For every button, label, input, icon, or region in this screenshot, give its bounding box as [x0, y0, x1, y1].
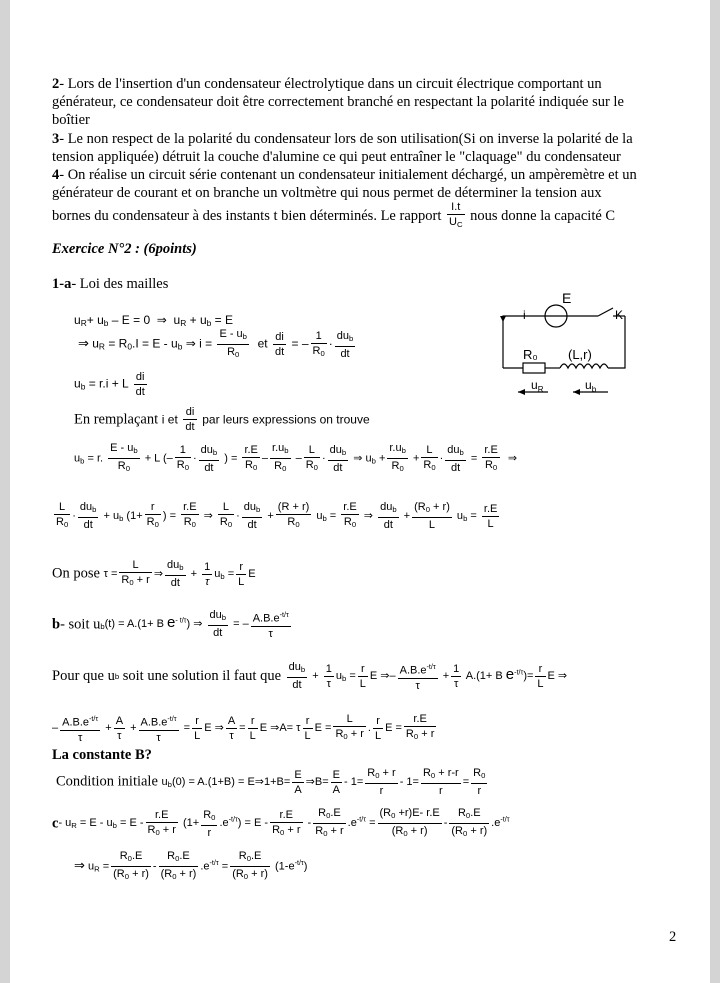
- equation-ub: $u_b = r.i + L$ $\frac{di}{dt}$: [74, 371, 145, 398]
- paragraph-2-line-1: 2- Lors de l'insertion d'un condensateur électrolytique dans un circuit électrique comportant un: [52, 76, 602, 92]
- switch-symbol: [598, 308, 613, 316]
- paragraph-4-line-2: générateur de courant et on branche un voltmètre qui nous permet de déterminer la tension aux: [52, 185, 602, 201]
- paragraph-4-line-3: bornes du condensateur à des instants t bien déterminés. Le rapport $\frac{I.t}{U_C}$ nous donne la capacité C: [52, 200, 615, 232]
- question-1c: c- $u_R = E - u_b = E$ - $\frac{r.E}{R_0 + r}$ (1+ $\frac{R_0}{r}$ $.e^{-t/\tau}) = E$ - $\frac{r.E}{R_0 + r}$ - $\frac{R_0.E}{R_0 + r}$ $.e^{-t/\tau}$ = $\frac{(R_0 +r)E- r.E}{(R_0 + r)}$ - $\frac{R_0.E}{(R_0 + r)}$ $.e^{-t/\tau}$: [52, 807, 510, 839]
- equation-uR-final: ⇒ $u_R$ = $\frac{R_0.E}{(R_0 + r)}$ - $\frac{R_0.E}{(R_0 + r)}$ $.e^{-t/\tau}$ = $\frac{R_0.E}{(R_0 + r)}$ $(1-e^{-t/\tau})$: [74, 850, 308, 881]
- label-i: i: [523, 308, 526, 322]
- resistor-symbol: [523, 363, 545, 373]
- equation-mesh-law: $u_R+ u_b - E = 0$ ⇒ $u_R + u_b = E$: [74, 313, 233, 328]
- label-uR: $u_R$: [531, 378, 544, 394]
- label-E: E: [562, 290, 572, 306]
- initial-condition: Condition initiale $u_b(0) = A.(1+B)$ = E⇒1+B= $\frac{E}{A}$ ⇒B= $\frac{E}{A}$ - 1= $\frac{R_0 + r}{r}$ - 1= $\frac{R_0 + r-r}{r}$ = $\frac{R_0}{r}$: [56, 767, 486, 797]
- question-1b: b- soit $u_b(t) = A.(1+ B$ $e^{- t/\tau}$) ⇒ $du_b$ dt = – $\frac{A.B.e^{-t/\tau}}{\tau}$: [52, 609, 289, 640]
- label-R0: R₀: [523, 347, 538, 362]
- inductor-symbol: [560, 364, 608, 368]
- rl-circuit-diagram: [498, 288, 638, 400]
- document-page: [10, 0, 710, 983]
- exercise-title: Exercice N°2 : (6points): [52, 241, 197, 257]
- equation-current: ⇒ $u_R = R_0.I = E - u_b$ ⇒ i = $\frac{E - u_b}{R_0}$ et $\frac{di}{dt}$ = – $\frac{1}{R_0}$ · $du_b$ dt: [78, 328, 354, 360]
- constant-b-heading: La constante B?: [52, 747, 152, 763]
- substitution-text: En remplaçant i et $\frac{di}{dt}$ par leurs expressions on trouve: [74, 406, 370, 433]
- ratio-fraction: $\frac{I.t}{U_C}$: [449, 201, 463, 229]
- paragraph-3-line-1: 3- Le non respect de la polarité du condensateur lors de son utilisation(Si on inverse la polarité de la: [52, 131, 633, 147]
- paragraph-2-line-3: boîtier: [52, 112, 90, 128]
- equation-substituted: $u_b = r$. $\frac{E - u_b}{R_0}$ + L (– $\frac{1}{R_0}$ · $du_b$ dt ) = $\frac{r.E}{R_0}$ – $\frac{r.u_b}{R_0}$ – $\frac{L}{R_0}$ · $du_b$ dt ⇒ $u_b$ + $\frac{r.u_b}{R_0}$ + $\frac{L}{R_0}$ · $du_b$ dt = $\frac{r.E}{R_0}$ ⇒: [74, 442, 518, 474]
- question-1a: 1-a- Loi des mailles: [52, 276, 169, 292]
- equation-differential: $\frac{L}{R_0}$ · $du_b$ dt + $u_b$ (1+ $\frac{r}{R_0}$ ) = $\frac{r.E}{R_0}$ ⇒ $\frac{L}{R_0}$ · $du_b$ dt + $\frac{(R + r)}{R_0}$ $u_b$ = $\frac{r.E}{R_0}$ ⇒ $du_b$ dt + $\frac{(R_0 + r)}{L}$ $u_b$ = $\frac{r.E}{L}$: [56, 501, 498, 531]
- paragraph-3-line-2: tension appliquée) détruit la couche d'alumine ce qui peut entraîner le "claquage" du condensateur: [52, 149, 621, 165]
- solution-condition: Pour que $u_b$ soit une solution il faut que $du_b$ dt + $\frac{1}{\tau}$ $u_b$ = $\frac{r}{L}$ E ⇒– $\frac{A.B.e^{-t/\tau}}{\tau}$ + $\frac{1}{\tau}$ A.(1+ B $e^{-t/\tau})=$ $\frac{r}{L}$ E ⇒: [52, 661, 568, 692]
- equation-A: – $\frac{A.B.e^{-t/\tau}}{\tau}$ + $\frac{A}{\tau}$ + $\frac{A.B.e^{-t/\tau}}{\tau}$ = $\frac{r}{L}$ E ⇒ $\frac{A}{\tau}$ = $\frac{r}{L}$ E ⇒A= τ $\frac{r}{L}$ E = $\frac{L}{R_0 + r}$ . $\frac{r}{L}$ E = $\frac{r.E}{R_0 + r}$: [52, 713, 435, 744]
- label-ub: $u_b$: [585, 378, 597, 394]
- paragraph-2-line-2: générateur, ce condensateur doit être correctement branché en respectant la polarité indiquée sur le: [52, 94, 624, 110]
- paragraph-4-line-1: 4- On réalise un circuit série contenant un condensateur initialement déchargé, un ampèremètre et un: [52, 167, 637, 183]
- page-number: 2: [669, 929, 677, 945]
- label-Lr: (L,r): [568, 347, 592, 362]
- label-K: K: [615, 308, 624, 322]
- tau-definition: On pose τ = $\frac{L}{R_0 + r}$ ⇒ $du_b$ dt + $\frac{1}{\tau}$ $u_b$ = $\frac{r}{L}$ E: [52, 559, 256, 589]
